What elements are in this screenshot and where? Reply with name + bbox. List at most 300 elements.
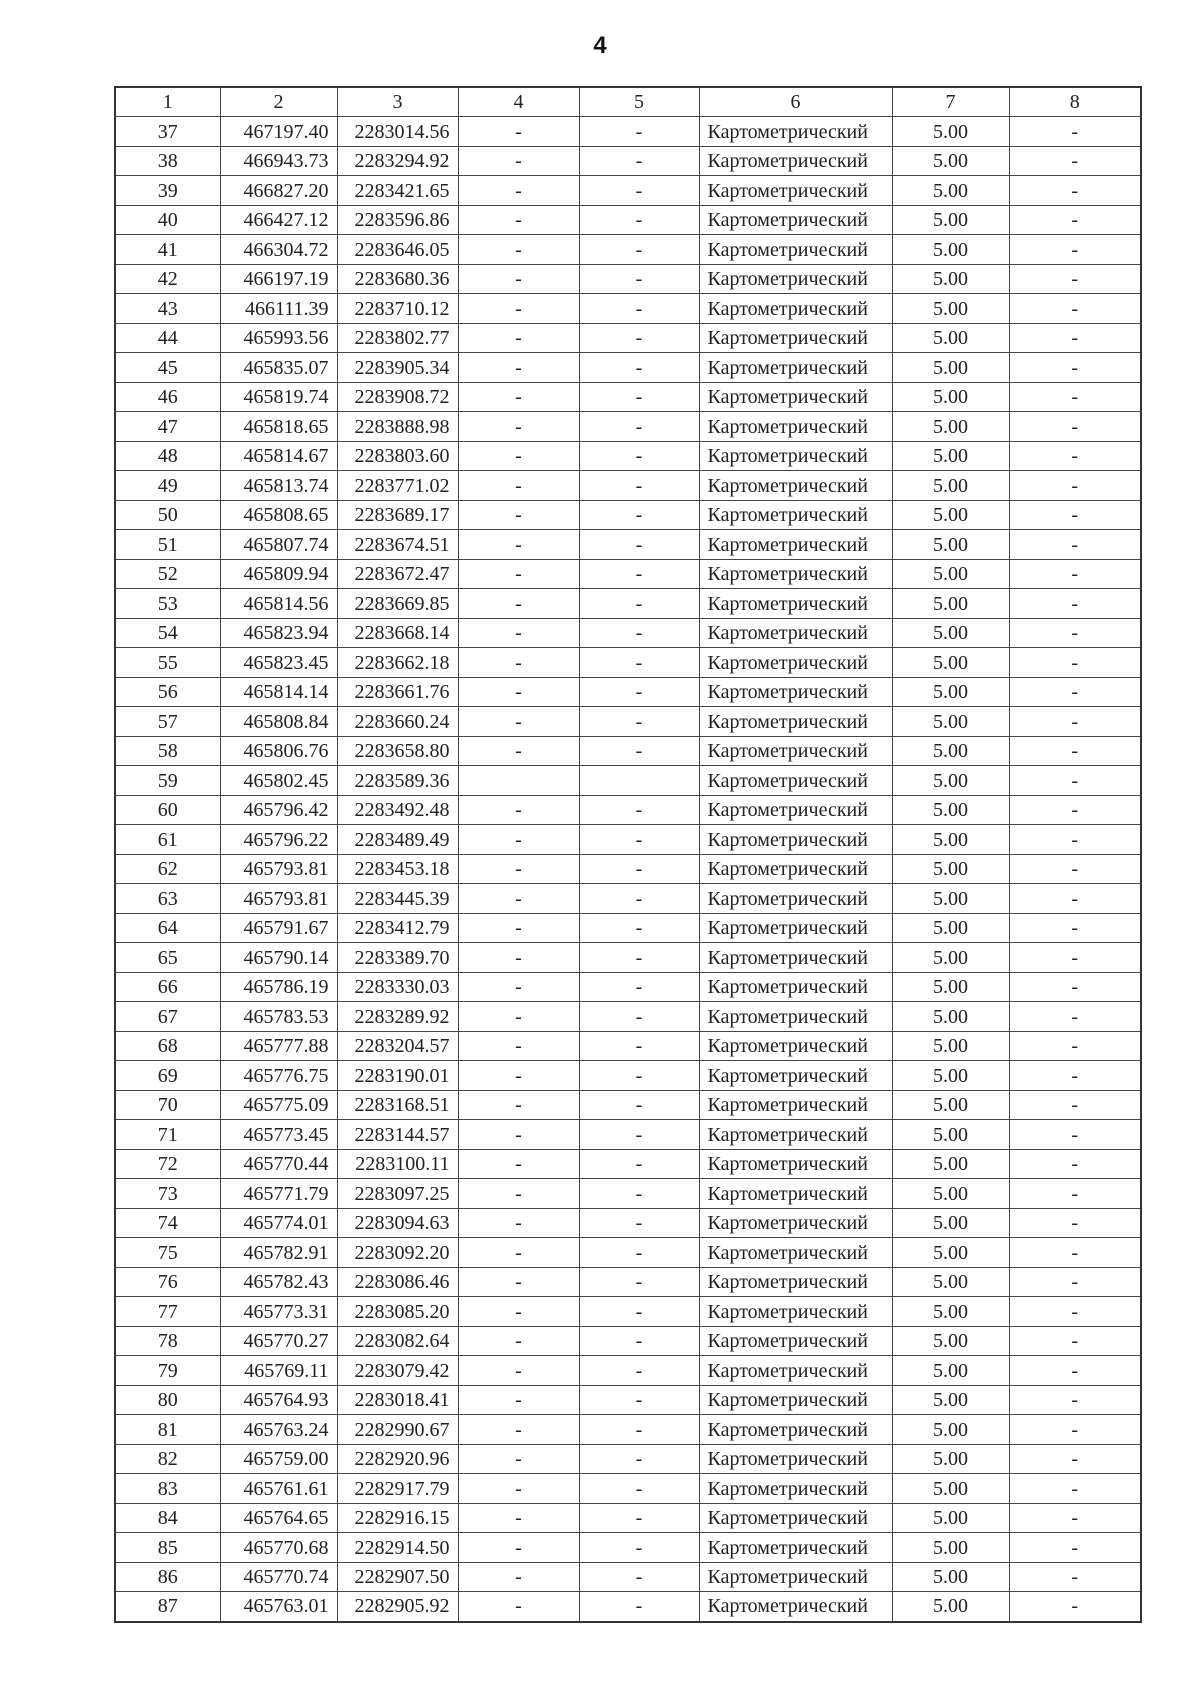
table-row <box>115 441 1141 471</box>
cell-method: Картометрический <box>699 500 892 530</box>
cell-col-4: - <box>458 589 579 619</box>
cell-col-5: - <box>579 736 699 766</box>
cell-point-number: 53 <box>115 589 220 619</box>
cell-method: Картометрический <box>699 1415 892 1445</box>
cell-method: Картометрический <box>699 323 892 353</box>
cell-method: Картометрический <box>699 1002 892 1032</box>
cell-col-4: - <box>458 1031 579 1061</box>
cell-col-5: - <box>579 589 699 619</box>
cell-col-8: - <box>1009 1061 1141 1091</box>
cell-col-4: - <box>458 1208 579 1238</box>
cell-x-coordinate: 465791.67 <box>220 913 337 943</box>
table-row <box>115 707 1141 737</box>
cell-point-number: 41 <box>115 235 220 265</box>
cell-col-4 <box>458 766 579 796</box>
table-row <box>115 1592 1141 1622</box>
cell-col-8: - <box>1009 1267 1141 1297</box>
cell-accuracy: 5.00 <box>892 766 1009 796</box>
cell-x-coordinate: 465807.74 <box>220 530 337 560</box>
cell-col-8: - <box>1009 825 1141 855</box>
cell-accuracy: 5.00 <box>892 884 1009 914</box>
cell-col-4: - <box>458 1356 579 1386</box>
cell-accuracy: 5.00 <box>892 677 1009 707</box>
cell-x-coordinate: 465793.81 <box>220 854 337 884</box>
cell-x-coordinate: 465808.65 <box>220 500 337 530</box>
cell-point-number: 66 <box>115 972 220 1002</box>
cell-x-coordinate: 465813.74 <box>220 471 337 501</box>
cell-x-coordinate: 465770.74 <box>220 1562 337 1592</box>
cell-method: Картометрический <box>699 559 892 589</box>
cell-method: Картометрический <box>699 707 892 737</box>
cell-col-4: - <box>458 294 579 324</box>
cell-col-4: - <box>458 530 579 560</box>
cell-col-5: - <box>579 412 699 442</box>
table-row <box>115 117 1141 147</box>
cell-method: Картометрический <box>699 766 892 796</box>
table-row <box>115 353 1141 383</box>
cell-method: Картометрический <box>699 589 892 619</box>
cell-point-number: 78 <box>115 1326 220 1356</box>
cell-col-8: - <box>1009 205 1141 235</box>
cell-accuracy: 5.00 <box>892 1326 1009 1356</box>
cell-col-8: - <box>1009 1415 1141 1445</box>
cell-col-8: - <box>1009 530 1141 560</box>
table-row <box>115 648 1141 678</box>
cell-col-8: - <box>1009 618 1141 648</box>
cell-accuracy: 5.00 <box>892 972 1009 1002</box>
cell-x-coordinate: 467197.40 <box>220 117 337 147</box>
cell-y-coordinate: 2283079.42 <box>337 1356 458 1386</box>
column-header-3: 3 <box>337 87 458 117</box>
cell-method: Картометрический <box>699 1179 892 1209</box>
table-row <box>115 589 1141 619</box>
cell-x-coordinate: 465770.68 <box>220 1533 337 1563</box>
cell-method: Картометрический <box>699 294 892 324</box>
cell-point-number: 49 <box>115 471 220 501</box>
cell-col-4: - <box>458 1238 579 1268</box>
cell-method: Картометрический <box>699 736 892 766</box>
cell-y-coordinate: 2283771.02 <box>337 471 458 501</box>
table-row <box>115 854 1141 884</box>
cell-col-4: - <box>458 795 579 825</box>
cell-method: Картометрический <box>699 1267 892 1297</box>
cell-method: Картометрический <box>699 1208 892 1238</box>
cell-col-8: - <box>1009 707 1141 737</box>
cell-y-coordinate: 2282916.15 <box>337 1503 458 1533</box>
cell-x-coordinate: 465809.94 <box>220 559 337 589</box>
cell-point-number: 52 <box>115 559 220 589</box>
cell-point-number: 67 <box>115 1002 220 1032</box>
cell-x-coordinate: 465771.79 <box>220 1179 337 1209</box>
cell-method: Картометрический <box>699 854 892 884</box>
cell-y-coordinate: 2283589.36 <box>337 766 458 796</box>
cell-accuracy: 5.00 <box>892 412 1009 442</box>
cell-accuracy: 5.00 <box>892 1002 1009 1032</box>
cell-col-5: - <box>579 1444 699 1474</box>
cell-method: Картометрический <box>699 353 892 383</box>
cell-y-coordinate: 2283389.70 <box>337 943 458 973</box>
cell-y-coordinate: 2283092.20 <box>337 1238 458 1268</box>
cell-col-5: - <box>579 972 699 1002</box>
cell-y-coordinate: 2282907.50 <box>337 1562 458 1592</box>
cell-x-coordinate: 465790.14 <box>220 943 337 973</box>
cell-col-5: - <box>579 146 699 176</box>
cell-accuracy: 5.00 <box>892 943 1009 973</box>
table-row <box>115 1002 1141 1032</box>
cell-y-coordinate: 2283168.51 <box>337 1090 458 1120</box>
cell-col-4: - <box>458 1061 579 1091</box>
cell-col-4: - <box>458 1533 579 1563</box>
table-row <box>115 1120 1141 1150</box>
cell-accuracy: 5.00 <box>892 618 1009 648</box>
cell-x-coordinate: 465806.76 <box>220 736 337 766</box>
cell-col-5: - <box>579 176 699 206</box>
cell-x-coordinate: 465782.43 <box>220 1267 337 1297</box>
table-row <box>115 1297 1141 1327</box>
cell-y-coordinate: 2283330.03 <box>337 972 458 1002</box>
cell-accuracy: 5.00 <box>892 589 1009 619</box>
cell-col-5: - <box>579 854 699 884</box>
cell-col-8: - <box>1009 884 1141 914</box>
cell-accuracy: 5.00 <box>892 235 1009 265</box>
cell-col-4: - <box>458 559 579 589</box>
cell-point-number: 61 <box>115 825 220 855</box>
table-row <box>115 1385 1141 1415</box>
column-header-4: 4 <box>458 87 579 117</box>
cell-y-coordinate: 2283086.46 <box>337 1267 458 1297</box>
cell-y-coordinate: 2283085.20 <box>337 1297 458 1327</box>
cell-y-coordinate: 2282920.96 <box>337 1444 458 1474</box>
cell-method: Картометрический <box>699 1474 892 1504</box>
cell-y-coordinate: 2283018.41 <box>337 1385 458 1415</box>
cell-col-8: - <box>1009 795 1141 825</box>
cell-accuracy: 5.00 <box>892 117 1009 147</box>
cell-accuracy: 5.00 <box>892 146 1009 176</box>
cell-col-4: - <box>458 146 579 176</box>
cell-accuracy: 5.00 <box>892 1179 1009 1209</box>
cell-x-coordinate: 465777.88 <box>220 1031 337 1061</box>
cell-col-5 <box>579 766 699 796</box>
cell-col-8: - <box>1009 736 1141 766</box>
cell-x-coordinate: 465773.31 <box>220 1297 337 1327</box>
cell-point-number: 82 <box>115 1444 220 1474</box>
cell-col-8: - <box>1009 559 1141 589</box>
cell-y-coordinate: 2283596.86 <box>337 205 458 235</box>
cell-x-coordinate: 465763.24 <box>220 1415 337 1445</box>
table-row <box>115 1090 1141 1120</box>
cell-accuracy: 5.00 <box>892 1415 1009 1445</box>
cell-col-5: - <box>579 441 699 471</box>
cell-col-8: - <box>1009 913 1141 943</box>
cell-y-coordinate: 2283097.25 <box>337 1179 458 1209</box>
cell-point-number: 65 <box>115 943 220 973</box>
cell-col-8: - <box>1009 648 1141 678</box>
cell-col-5: - <box>579 1503 699 1533</box>
cell-col-8: - <box>1009 1031 1141 1061</box>
table-row <box>115 205 1141 235</box>
cell-point-number: 48 <box>115 441 220 471</box>
cell-col-5: - <box>579 353 699 383</box>
cell-accuracy: 5.00 <box>892 1385 1009 1415</box>
cell-col-4: - <box>458 1444 579 1474</box>
cell-method: Картометрический <box>699 471 892 501</box>
cell-accuracy: 5.00 <box>892 1592 1009 1622</box>
cell-y-coordinate: 2283204.57 <box>337 1031 458 1061</box>
cell-accuracy: 5.00 <box>892 1444 1009 1474</box>
cell-accuracy: 5.00 <box>892 1267 1009 1297</box>
cell-col-4: - <box>458 500 579 530</box>
cell-col-8: - <box>1009 1562 1141 1592</box>
cell-col-4: - <box>458 264 579 294</box>
cell-col-4: - <box>458 353 579 383</box>
table-row <box>115 500 1141 530</box>
table-row <box>115 825 1141 855</box>
cell-point-number: 45 <box>115 353 220 383</box>
header-row <box>115 87 1141 117</box>
cell-col-5: - <box>579 795 699 825</box>
cell-point-number: 71 <box>115 1120 220 1150</box>
cell-col-8: - <box>1009 854 1141 884</box>
cell-y-coordinate: 2283662.18 <box>337 648 458 678</box>
cell-col-5: - <box>579 1090 699 1120</box>
cell-col-5: - <box>579 1297 699 1327</box>
cell-y-coordinate: 2283661.76 <box>337 677 458 707</box>
cell-x-coordinate: 465776.75 <box>220 1061 337 1091</box>
cell-method: Картометрический <box>699 1533 892 1563</box>
cell-method: Картометрический <box>699 913 892 943</box>
cell-point-number: 40 <box>115 205 220 235</box>
cell-x-coordinate: 465818.65 <box>220 412 337 442</box>
table-row <box>115 1474 1141 1504</box>
cell-col-5: - <box>579 618 699 648</box>
cell-y-coordinate: 2283888.98 <box>337 412 458 442</box>
cell-col-5: - <box>579 1061 699 1091</box>
cell-col-5: - <box>579 323 699 353</box>
cell-col-4: - <box>458 1002 579 1032</box>
cell-x-coordinate: 465769.11 <box>220 1356 337 1386</box>
cell-col-5: - <box>579 1179 699 1209</box>
cell-method: Картометрический <box>699 1326 892 1356</box>
cell-col-4: - <box>458 825 579 855</box>
cell-point-number: 75 <box>115 1238 220 1268</box>
cell-x-coordinate: 466197.19 <box>220 264 337 294</box>
cell-point-number: 72 <box>115 1149 220 1179</box>
cell-point-number: 77 <box>115 1297 220 1327</box>
table-row <box>115 146 1141 176</box>
cell-accuracy: 5.00 <box>892 1533 1009 1563</box>
column-header-1: 1 <box>115 87 220 117</box>
cell-x-coordinate: 465793.81 <box>220 884 337 914</box>
cell-col-5: - <box>579 1238 699 1268</box>
cell-col-8: - <box>1009 471 1141 501</box>
cell-accuracy: 5.00 <box>892 1061 1009 1091</box>
cell-col-4: - <box>458 1120 579 1150</box>
cell-accuracy: 5.00 <box>892 1238 1009 1268</box>
cell-y-coordinate: 2283445.39 <box>337 884 458 914</box>
cell-x-coordinate: 465759.00 <box>220 1444 337 1474</box>
table-row <box>115 1562 1141 1592</box>
cell-point-number: 42 <box>115 264 220 294</box>
cell-point-number: 73 <box>115 1179 220 1209</box>
cell-y-coordinate: 2283094.63 <box>337 1208 458 1238</box>
cell-point-number: 50 <box>115 500 220 530</box>
cell-col-5: - <box>579 294 699 324</box>
cell-col-5: - <box>579 235 699 265</box>
cell-col-4: - <box>458 1149 579 1179</box>
cell-col-8: - <box>1009 146 1141 176</box>
cell-col-5: - <box>579 1267 699 1297</box>
table-row <box>115 1061 1141 1091</box>
cell-point-number: 59 <box>115 766 220 796</box>
cell-y-coordinate: 2283672.47 <box>337 559 458 589</box>
cell-x-coordinate: 465808.84 <box>220 707 337 737</box>
cell-method: Картометрический <box>699 205 892 235</box>
cell-col-5: - <box>579 1149 699 1179</box>
cell-col-4: - <box>458 1503 579 1533</box>
cell-x-coordinate: 465823.45 <box>220 648 337 678</box>
cell-method: Картометрический <box>699 1385 892 1415</box>
cell-col-4: - <box>458 1090 579 1120</box>
cell-col-5: - <box>579 205 699 235</box>
table-row <box>115 412 1141 442</box>
cell-y-coordinate: 2283294.92 <box>337 146 458 176</box>
cell-col-5: - <box>579 1474 699 1504</box>
cell-col-4: - <box>458 884 579 914</box>
cell-col-4: - <box>458 913 579 943</box>
cell-accuracy: 5.00 <box>892 1356 1009 1386</box>
cell-point-number: 85 <box>115 1533 220 1563</box>
cell-col-5: - <box>579 1356 699 1386</box>
cell-accuracy: 5.00 <box>892 353 1009 383</box>
cell-col-8: - <box>1009 1297 1141 1327</box>
table-row <box>115 1149 1141 1179</box>
cell-x-coordinate: 465764.93 <box>220 1385 337 1415</box>
cell-point-number: 57 <box>115 707 220 737</box>
cell-point-number: 84 <box>115 1503 220 1533</box>
cell-col-5: - <box>579 1533 699 1563</box>
cell-col-4: - <box>458 382 579 412</box>
cell-col-8: - <box>1009 412 1141 442</box>
cell-point-number: 38 <box>115 146 220 176</box>
table-row <box>115 264 1141 294</box>
cell-x-coordinate: 465770.44 <box>220 1149 337 1179</box>
table-row <box>115 677 1141 707</box>
cell-col-4: - <box>458 1297 579 1327</box>
cell-y-coordinate: 2283905.34 <box>337 353 458 383</box>
cell-point-number: 63 <box>115 884 220 914</box>
cell-col-5: - <box>579 1326 699 1356</box>
cell-col-4: - <box>458 441 579 471</box>
cell-method: Картометрический <box>699 382 892 412</box>
cell-point-number: 87 <box>115 1592 220 1622</box>
cell-point-number: 60 <box>115 795 220 825</box>
cell-col-5: - <box>579 943 699 973</box>
page-number: 4 <box>593 32 607 59</box>
cell-y-coordinate: 2283412.79 <box>337 913 458 943</box>
cell-y-coordinate: 2283014.56 <box>337 117 458 147</box>
cell-accuracy: 5.00 <box>892 1149 1009 1179</box>
cell-col-8: - <box>1009 1533 1141 1563</box>
cell-col-8: - <box>1009 117 1141 147</box>
cell-col-8: - <box>1009 1149 1141 1179</box>
cell-x-coordinate: 465782.91 <box>220 1238 337 1268</box>
cell-col-4: - <box>458 176 579 206</box>
cell-col-8: - <box>1009 1120 1141 1150</box>
cell-x-coordinate: 466304.72 <box>220 235 337 265</box>
cell-accuracy: 5.00 <box>892 323 1009 353</box>
cell-method: Картометрический <box>699 1149 892 1179</box>
cell-method: Картометрический <box>699 825 892 855</box>
cell-method: Картометрический <box>699 264 892 294</box>
cell-y-coordinate: 2282914.50 <box>337 1533 458 1563</box>
cell-point-number: 86 <box>115 1562 220 1592</box>
cell-accuracy: 5.00 <box>892 471 1009 501</box>
column-header-7: 7 <box>892 87 1009 117</box>
cell-point-number: 80 <box>115 1385 220 1415</box>
cell-col-4: - <box>458 618 579 648</box>
cell-col-4: - <box>458 323 579 353</box>
cell-accuracy: 5.00 <box>892 1562 1009 1592</box>
cell-method: Картометрический <box>699 972 892 1002</box>
cell-col-5: - <box>579 648 699 678</box>
cell-col-8: - <box>1009 1385 1141 1415</box>
cell-point-number: 69 <box>115 1061 220 1091</box>
cell-x-coordinate: 465814.67 <box>220 441 337 471</box>
cell-x-coordinate: 465761.61 <box>220 1474 337 1504</box>
cell-y-coordinate: 2283668.14 <box>337 618 458 648</box>
cell-point-number: 37 <box>115 117 220 147</box>
cell-col-5: - <box>579 1562 699 1592</box>
cell-x-coordinate: 465763.01 <box>220 1592 337 1622</box>
cell-accuracy: 5.00 <box>892 382 1009 412</box>
table-row <box>115 1503 1141 1533</box>
cell-col-4: - <box>458 1474 579 1504</box>
table-row <box>115 559 1141 589</box>
cell-col-8: - <box>1009 500 1141 530</box>
cell-point-number: 47 <box>115 412 220 442</box>
cell-y-coordinate: 2283680.36 <box>337 264 458 294</box>
cell-col-8: - <box>1009 264 1141 294</box>
cell-x-coordinate: 465835.07 <box>220 353 337 383</box>
cell-point-number: 79 <box>115 1356 220 1386</box>
table-row <box>115 235 1141 265</box>
cell-col-8: - <box>1009 294 1141 324</box>
cell-accuracy: 5.00 <box>892 205 1009 235</box>
cell-accuracy: 5.00 <box>892 500 1009 530</box>
cell-point-number: 81 <box>115 1415 220 1445</box>
cell-col-5: - <box>579 382 699 412</box>
table-row <box>115 1179 1141 1209</box>
cell-accuracy: 5.00 <box>892 707 1009 737</box>
cell-col-8: - <box>1009 1503 1141 1533</box>
cell-accuracy: 5.00 <box>892 1120 1009 1150</box>
cell-method: Картометрический <box>699 146 892 176</box>
cell-x-coordinate: 465823.94 <box>220 618 337 648</box>
cell-col-4: - <box>458 117 579 147</box>
cell-accuracy: 5.00 <box>892 530 1009 560</box>
cell-accuracy: 5.00 <box>892 854 1009 884</box>
cell-col-8: - <box>1009 1356 1141 1386</box>
cell-col-8: - <box>1009 1002 1141 1032</box>
cell-col-4: - <box>458 707 579 737</box>
cell-x-coordinate: 465774.01 <box>220 1208 337 1238</box>
cell-accuracy: 5.00 <box>892 795 1009 825</box>
cell-col-4: - <box>458 1179 579 1209</box>
cell-x-coordinate: 465802.45 <box>220 766 337 796</box>
cell-y-coordinate: 2283144.57 <box>337 1120 458 1150</box>
cell-point-number: 83 <box>115 1474 220 1504</box>
cell-col-8: - <box>1009 943 1141 973</box>
